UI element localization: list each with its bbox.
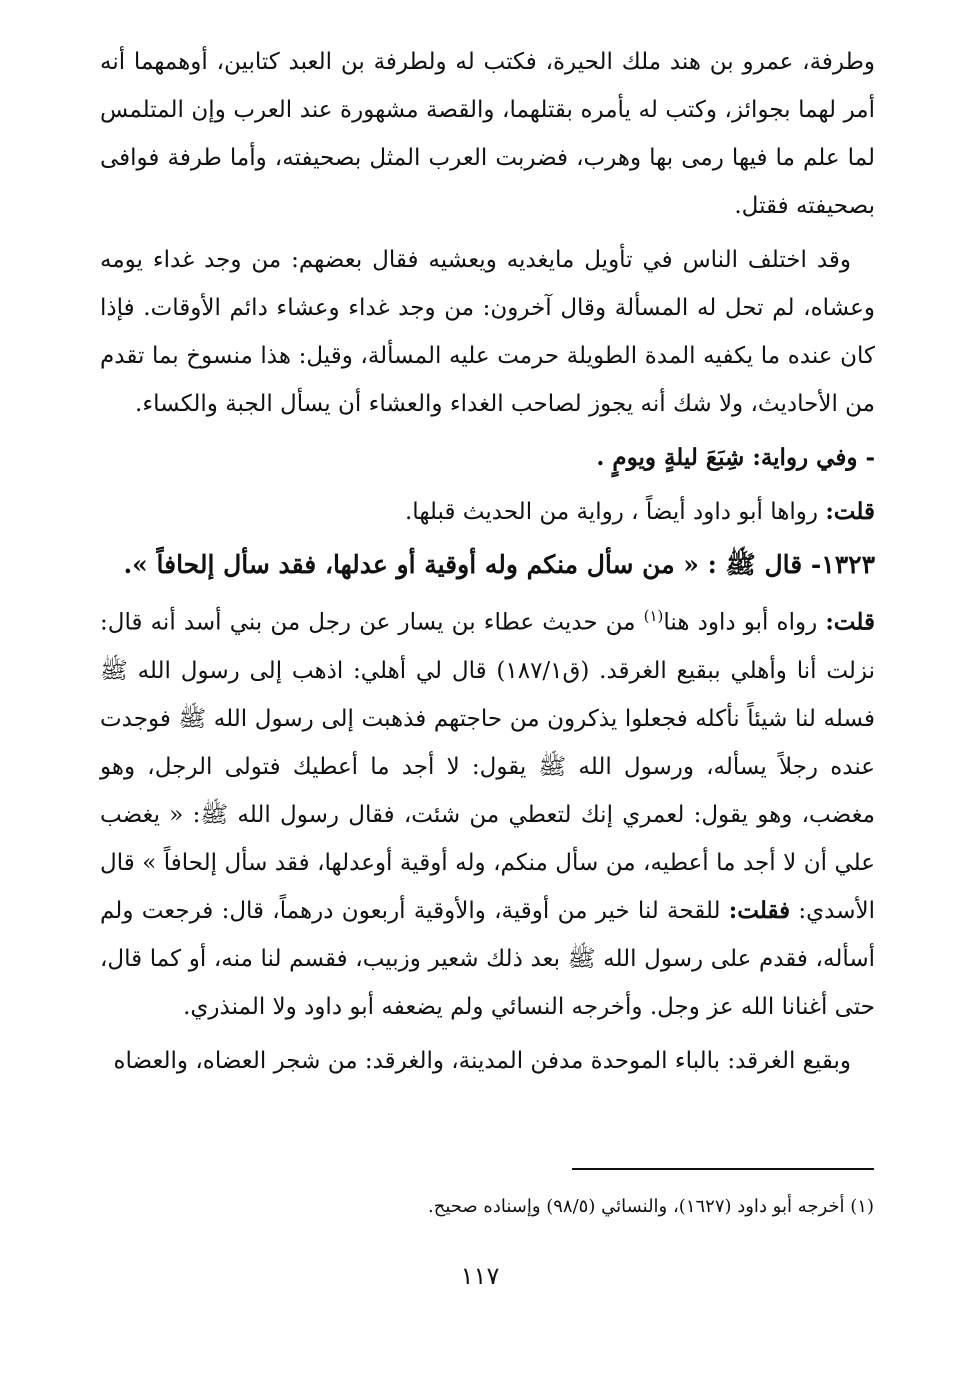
qultu-text-c: للقحة لنا خير من أوقية، والأوقية أربعون درهماً، قال: فرجعت ولم أسأله، فقدم على رسول الله ﷺ بعد ذلك شعير وزبيب، فقسم لنا منه، أو كما قال، حتى أغنانا الله عز وجل. وأخرجه النسائي ولم يضعفه أبو داود ولا المنذري. [100,897,875,1020]
footnote: (١) أخرجه أبو داود (١٦٢٧)، والنسائي (٩٨/٥) وإسناده صحيح. [427,1196,874,1217]
page-body [100,38,875,1091]
qultu-label: قلت: [825,608,875,636]
paragraph-baqi-gharqad: وبقيع الغرقد: بالباء الموحدة مدفن المدينة، والغرقد: من شجر العضاه، والعضاه [113,1047,851,1074]
page-number: ١١٧ [460,1262,500,1290]
paragraph-interpretation: وقد اختلف الناس في تأويل مايغديه ويعشيه فقال بعضهم: من وجد غداء يومه وعشاه، لم تحل له المسألة وقال آخرون: من وجد غداء وعشاء دائم الأوقات. فإذا كان عنده ما يكفيه المدة الطويلة حرمت عليه المسألة، وقيل: هذا منسوخ بما تقدم من الأحاديث، ولا شك أنه يجوز لصاحب الغداء والعشاء أن يسأل الجبة والكساء. [100,247,875,417]
qultu-text-b: من حديث عطاء بن يسار عن رجل من بني أسد أنه قال: نزلت أنا وأهلي ببقيع الغرقد. (ق١٨٧/١) قال لي أهلي: اذهب إلى رسول الله ﷺ فسله لنا شيئاً نأكله فجعلوا يذكرون من حاجتهم فذهبت إلى رسول الله ﷺ فوجدت عنده رجلاً يسأله، ورسول الله ﷺ يقول: لا أجد ما أعطيك فتولى الرجل، وهو مغضب، وهو يقول: لعمري إنك لتعطي من شئت، فقال رسول الله ﷺ: « يغضب علي أن لا أجد ما أعطيه، من سأل منكم، وله أوقية أوعدلها، فقد سأل إلحافاً » قال الأسدي: [100,609,875,924]
qultu-text: رواها أبو داود أيضاً ، رواية من الحديث قبلها. [405,499,826,525]
faqultu-label: فقلت: [728,896,791,924]
footnote-reference: (١) [643,607,664,625]
qultu-label: قلت: [825,498,875,525]
hadith-heading: ١٣٢٣- قال ﷺ : « من سأل منكم وله أوقية أو عدلها، فقد سأل إلحافاً ». [123,550,875,579]
paragraph-tarafa-story: وطرفة، عمرو بن هند ملك الحيرة، فكتب له ولطرفة بن العبد كتابين، أوهمهما أنه أمر لهما بجوائز، وكتب له يأمره بقتلهما، والقصة مشهورة عند العرب وإن المتلمس لما علم ما فيها رمى بها وهرب، فضربت العرب المثل بصحيفته، وأما طرفة فوافى بصحيفته فقتل. [100,49,875,219]
qultu-text-a: رواه أبو داود هنا [663,609,826,636]
qultu-paragraph-2 [100,592,875,1031]
qultu-line-1 [100,488,875,536]
footnote-divider [572,1168,874,1170]
riwaya-line: - وفي رواية: شِبَعَ ليلةٍ ويومٍ . [596,444,875,471]
